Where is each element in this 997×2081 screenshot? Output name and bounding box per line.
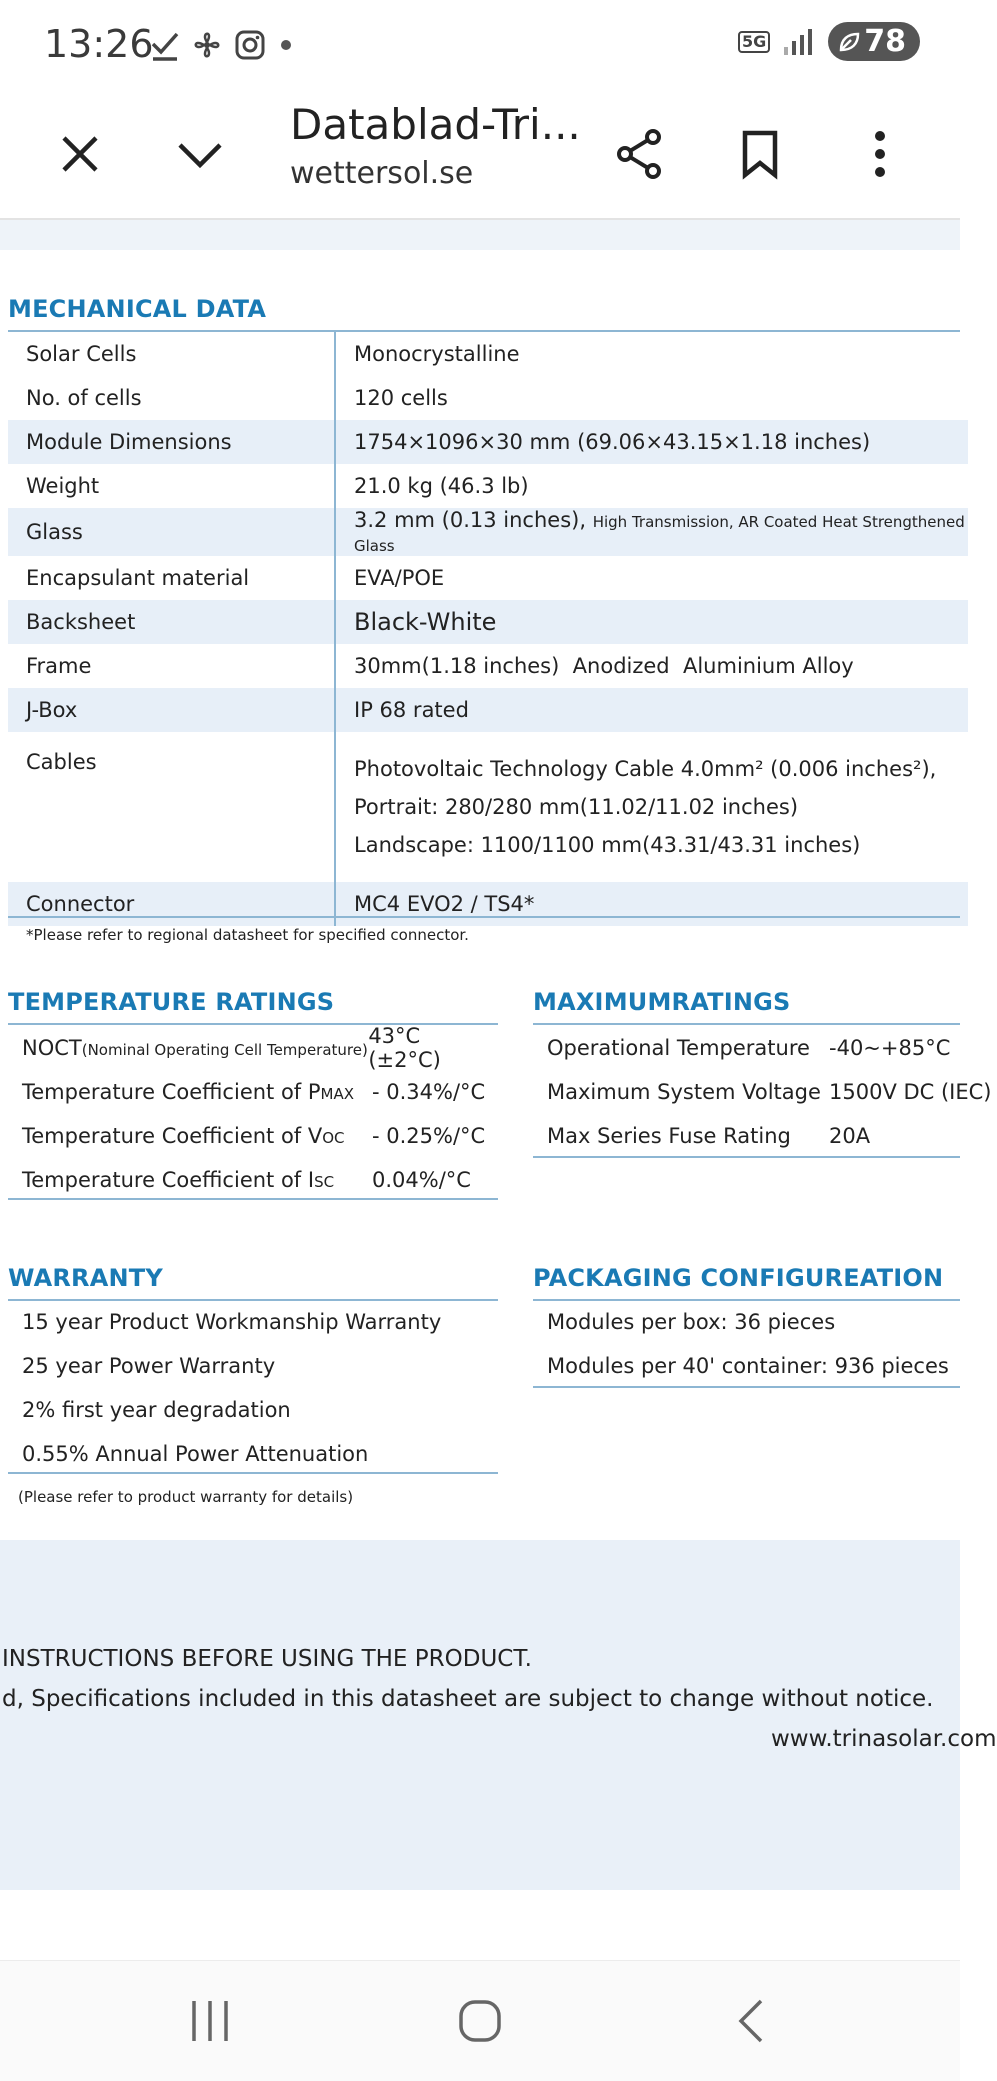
temperature-ratings-title: TEMPERATURE RATINGS xyxy=(8,988,335,1016)
rating-value: 1500V DC (IEC) xyxy=(829,1080,992,1104)
row-value: EVA/POE xyxy=(354,566,445,590)
row-label: Weight xyxy=(8,464,335,508)
table-row xyxy=(8,556,968,600)
leaf-icon xyxy=(838,31,860,53)
list-item: 0.55% Annual Power Attenuation xyxy=(22,1442,369,1466)
check-icon xyxy=(150,28,180,62)
row-value: 1754×1096×30 mm (69.06×43.15×1.18 inches) xyxy=(335,420,968,464)
table-row xyxy=(8,332,968,376)
notification-icons xyxy=(150,28,296,62)
footer-line-2: d, Specifications included in this datasheet are subject to change without notice. xyxy=(2,1686,934,1712)
fan-icon xyxy=(190,28,224,62)
warranty-title: WARRANTY xyxy=(8,1264,163,1292)
back-icon xyxy=(735,1998,765,2044)
row-label: Module Dimensions xyxy=(8,420,335,464)
row-label: Cables xyxy=(8,732,335,882)
dot-icon xyxy=(276,35,296,55)
close-icon xyxy=(60,134,100,174)
rating-label: Temperature Coefficient of V xyxy=(22,1124,323,1148)
more-vert-icon xyxy=(874,130,886,178)
close-tab-button[interactable] xyxy=(44,118,116,190)
rating-label: Temperature Coefficient of I xyxy=(22,1168,315,1192)
row-value: 21.0 kg (46.3 lb) xyxy=(354,474,529,498)
row-value: Monocrystalline xyxy=(354,342,520,366)
share-icon xyxy=(615,127,665,181)
row-value: 120 cells xyxy=(354,386,448,410)
table-row xyxy=(8,420,968,464)
rating-label: Temperature Coefficient of P xyxy=(22,1080,321,1104)
page-title: Datablad-Tri... xyxy=(290,100,581,149)
row-label: Solar Cells xyxy=(8,332,335,376)
row-label: Backsheet xyxy=(8,600,335,644)
rating-label: Max Series Fuse Rating xyxy=(547,1124,791,1148)
packaging-title: PACKAGING CONFIGUREATION xyxy=(533,1264,944,1292)
list-item xyxy=(533,1070,992,1114)
recent-apps-icon xyxy=(190,1999,230,2043)
page-band xyxy=(0,220,960,250)
rating-label-sub: OC xyxy=(322,1129,345,1147)
warranty-note: (Please refer to product warranty for details) xyxy=(18,1488,354,1506)
rating-value: 43°C (±2°C) xyxy=(368,1024,441,1072)
status-time: 13:26 xyxy=(44,22,154,66)
glass-detail: High Transmission, AR Coated Heat Strengthened Glass xyxy=(354,513,965,555)
row-value: 30mm(1.18 inches) Anodized Aluminium Alloy xyxy=(354,654,854,678)
page-url[interactable]: wettersol.se xyxy=(290,156,474,191)
instagram-icon xyxy=(234,29,266,61)
rating-value: 20A xyxy=(829,1124,871,1148)
recent-apps-button[interactable] xyxy=(170,1989,250,2053)
table-row xyxy=(8,732,968,882)
section-rule xyxy=(8,1198,498,1200)
row-label: Frame xyxy=(8,644,335,688)
warranty-list xyxy=(8,1300,498,1476)
list-item xyxy=(533,1114,960,1158)
chevron-down-icon xyxy=(176,139,224,169)
row-value: IP 68 rated xyxy=(335,688,968,732)
maximum-ratings-list xyxy=(533,1026,992,1158)
rating-label-sub: MAX xyxy=(320,1085,355,1103)
list-item xyxy=(8,1026,498,1070)
rating-value: - 0.34%/°C xyxy=(372,1080,486,1104)
rating-label-detail: (Nominal Operating Cell Temperature) xyxy=(81,1041,368,1059)
footer-line-1: INSTRUCTIONS BEFORE USING THE PRODUCT. xyxy=(2,1646,532,1672)
row-label: No. of cells xyxy=(8,376,335,420)
browser-toolbar xyxy=(0,90,960,220)
cable-line: Photovoltaic Technology Cable 4.0mm² (0.006 inches²), xyxy=(354,757,937,781)
table-row xyxy=(8,376,968,420)
bookmark-icon xyxy=(741,129,779,179)
share-button[interactable] xyxy=(604,118,676,190)
row-value xyxy=(335,732,968,882)
minimize-button[interactable] xyxy=(164,118,236,190)
more-options-button[interactable] xyxy=(844,118,916,190)
footer-website: www.trinasolar.com xyxy=(771,1726,997,1752)
table-row xyxy=(8,600,968,644)
rating-label: Maximum System Voltage xyxy=(547,1080,821,1104)
battery-indicator xyxy=(828,22,920,61)
rating-value: -40~+85°C xyxy=(829,1036,951,1060)
row-label: Encapsulant material xyxy=(8,556,335,600)
list-item xyxy=(533,1026,960,1070)
table-row xyxy=(8,508,968,556)
table-row xyxy=(8,644,968,688)
section-rule xyxy=(8,916,960,918)
row-label: Connector xyxy=(8,882,335,926)
navigation-bar xyxy=(0,1960,960,2081)
mechanical-data-title: MECHANICAL DATA xyxy=(8,295,267,323)
status-bar xyxy=(0,0,960,90)
glass-value: 3.2 mm (0.13 inches), xyxy=(354,508,587,532)
mechanical-data-table xyxy=(8,332,968,926)
cable-line: Portrait: 280/280 mm(11.02/11.02 inches) xyxy=(354,795,799,819)
row-value: Black-White xyxy=(335,600,968,644)
connector-note: *Please refer to regional datasheet for specified connector. xyxy=(26,926,469,944)
list-item: 2% first year degradation xyxy=(22,1398,291,1422)
back-button[interactable] xyxy=(710,1989,790,2053)
section-rule xyxy=(533,1156,960,1158)
cable-line: Landscape: 1100/1100 mm(43.31/43.31 inches) xyxy=(354,833,861,857)
home-button[interactable] xyxy=(440,1985,520,2057)
rating-label-sub: SC xyxy=(314,1173,335,1191)
maximum-ratings-title: MAXIMUMRATINGS xyxy=(533,988,791,1016)
bookmark-button[interactable] xyxy=(724,118,796,190)
home-icon xyxy=(458,1999,502,2043)
list-item xyxy=(8,1070,498,1114)
table-row xyxy=(8,882,968,926)
rating-label: NOCT xyxy=(22,1036,82,1060)
table-row xyxy=(8,464,968,508)
pdf-viewer[interactable] xyxy=(0,220,997,1960)
list-item: Modules per box: 36 pieces xyxy=(547,1310,836,1334)
network-type: 5G xyxy=(738,31,770,53)
row-label: J-Box xyxy=(8,688,335,732)
list-item: 15 year Product Workmanship Warranty xyxy=(22,1310,442,1334)
list-item xyxy=(8,1158,498,1202)
rating-value: - 0.25%/°C xyxy=(372,1124,486,1148)
list-item: Modules per 40' container: 936 pieces xyxy=(547,1354,949,1378)
section-rule xyxy=(533,1386,960,1388)
signal-icon xyxy=(782,27,816,57)
section-rule xyxy=(8,1472,498,1474)
packaging-list xyxy=(533,1300,960,1388)
table-row xyxy=(8,688,968,732)
list-item xyxy=(8,1114,498,1158)
list-item: 25 year Power Warranty xyxy=(22,1354,276,1378)
section-rule xyxy=(533,1023,960,1025)
temperature-ratings-list xyxy=(8,1026,498,1202)
battery-level: 78 xyxy=(864,24,906,59)
rating-label: Operational Temperature xyxy=(547,1036,810,1060)
footer-band xyxy=(0,1540,997,1890)
row-value: MC4 EVO2 / TS4* xyxy=(335,882,968,926)
row-value xyxy=(335,508,968,556)
rating-value: 0.04%/°C xyxy=(372,1168,471,1192)
row-label: Glass xyxy=(8,508,335,556)
